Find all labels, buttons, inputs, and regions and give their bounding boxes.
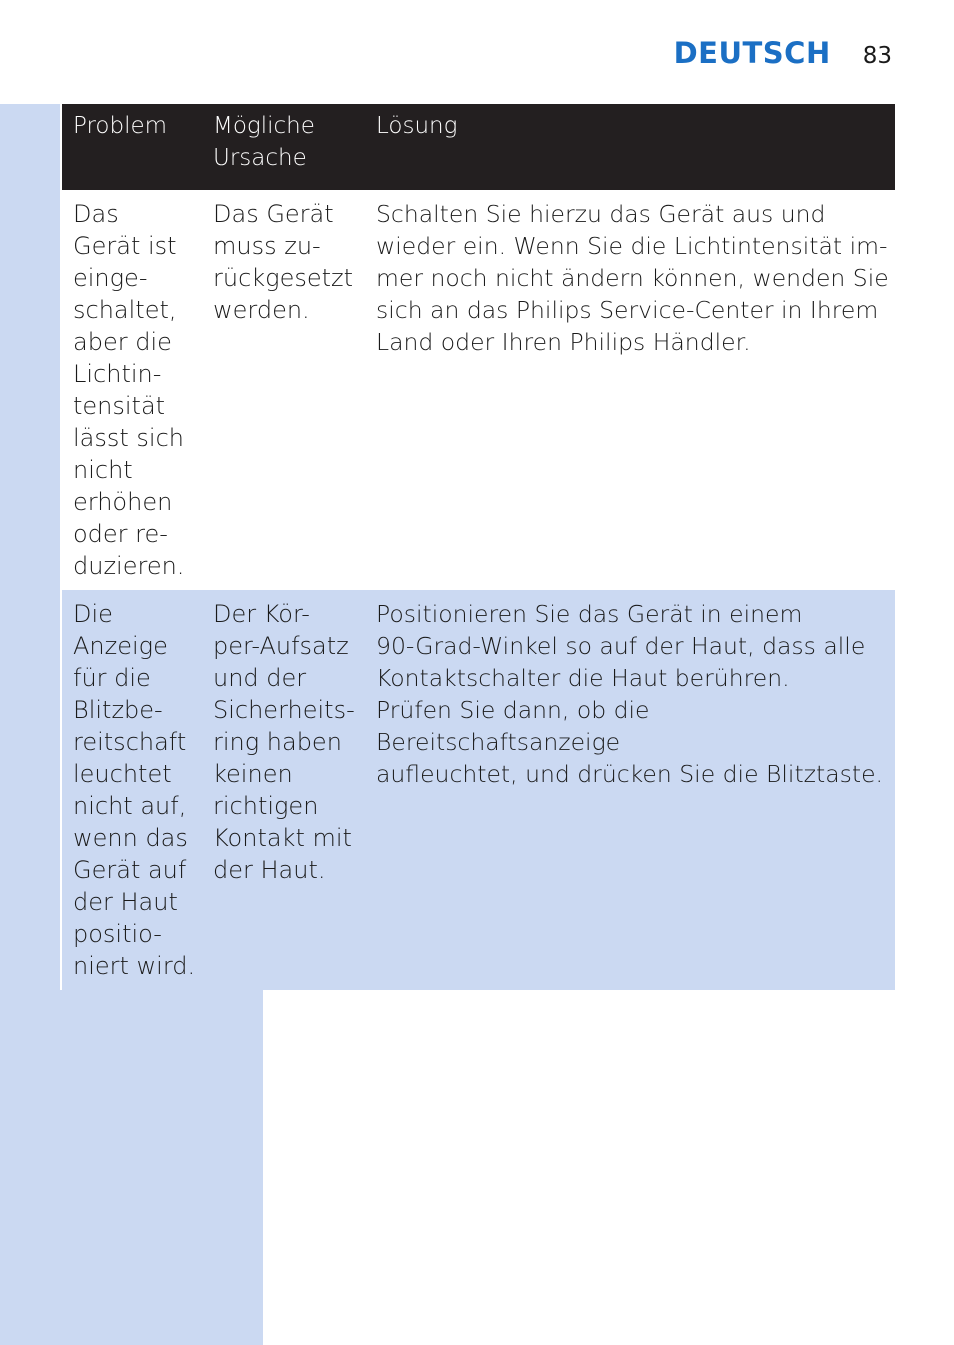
problem-cell: Die Anzeige für die Blitzbe- reitschaft leuchtet nicht auf, wenn das Gerät auf der Haut positio- niert wird. xyxy=(73,600,196,980)
page-header xyxy=(674,36,892,70)
column-header-solution: Lösung xyxy=(376,113,458,139)
column-header-problem: Problem xyxy=(73,113,168,139)
solution-cell: Positionieren Sie das Gerät in einem 90-Grad-Winkel so auf der Haut, dass alle Kontaktschalter die Haut berühren. Prüfen Sie dann, ob die Bereitschaftsanzeige aufleuchtet, und drücken Sie die Blitztaste. xyxy=(376,600,883,788)
page-number: 83 xyxy=(862,43,892,69)
cause-cell: Der Kör- per-Aufsatz und der Sicherheits- ring haben keinen richtigen Kontakt mit der Haut. xyxy=(213,600,355,884)
table-header-row xyxy=(62,104,895,190)
cause-cell: Das Gerät muss zu- rückgesetzt werden. xyxy=(213,200,354,324)
bottom-color-band xyxy=(0,990,263,1345)
solution-cell: Schalten Sie hierzu das Gerät aus und wieder ein. Wenn Sie die Lichtintensität im- mer noch nicht ändern können, wenden Sie sich an das Philips Service-Center in Ihrem Land oder Ihren Philips Händler. xyxy=(376,200,889,356)
section-title: DEUTSCH xyxy=(673,36,831,70)
problem-cell: Das Gerät ist einge- schaltet, aber die Lichtin- tensität lässt sich nicht erhöhen oder re- duzieren. xyxy=(73,200,185,580)
table-row xyxy=(62,190,895,590)
column-header-cause: Mögliche Ursache xyxy=(213,113,315,171)
table-row xyxy=(62,590,895,990)
